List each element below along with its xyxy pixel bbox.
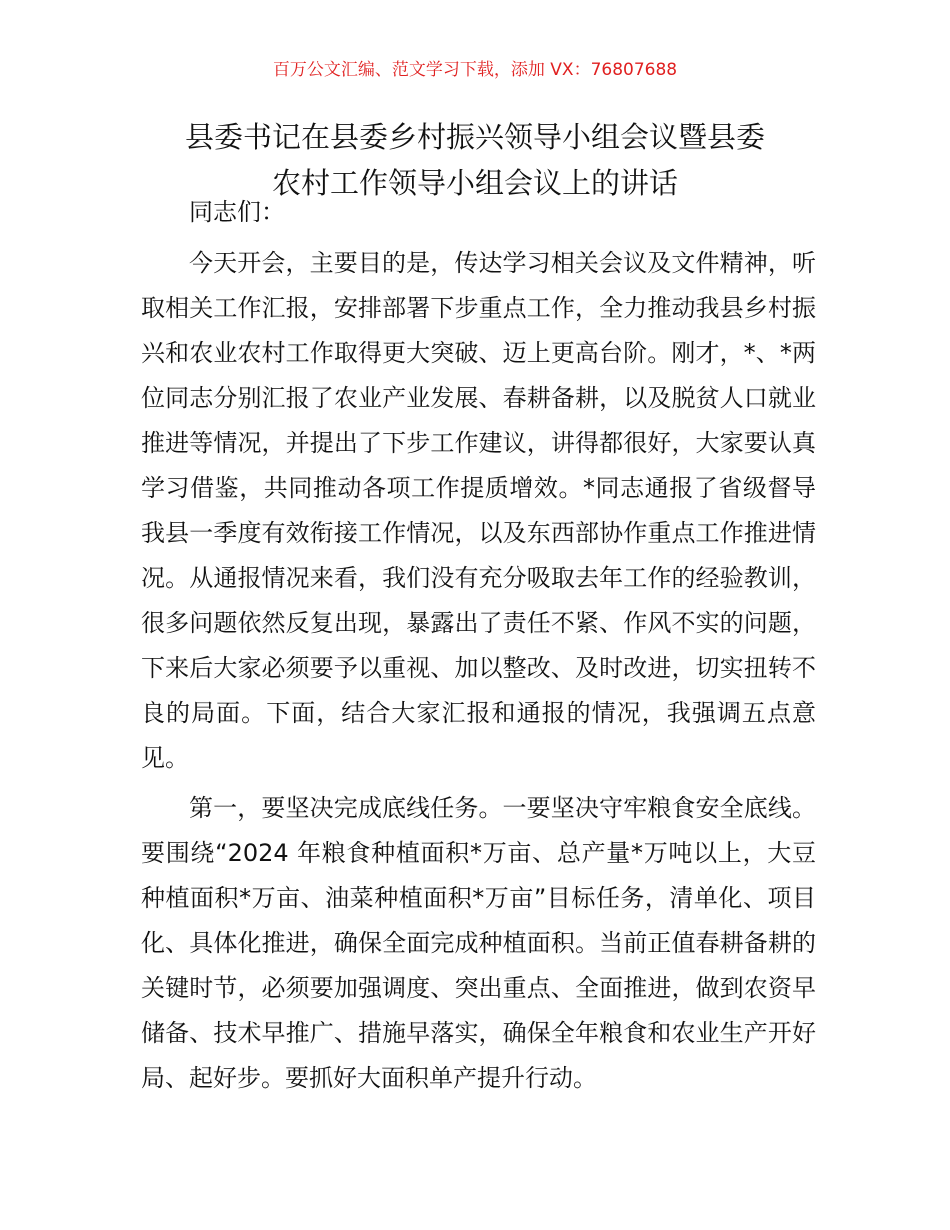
title-line-1: 县委书记在县委乡村振兴领导小组会议暨县委 (184, 120, 765, 154)
watermark-header: 百万公文汇编、范文学习下载，添加 VX：76807688 (272, 60, 678, 80)
title-line-2: 农村工作领导小组会议上的讲话 (271, 166, 678, 200)
document-body (141, 190, 816, 1101)
paragraph-1: 今天开会，主要目的是，传达学习相关会议及文件精神，听取相关工作汇报，安排部署下步重点工作，全力推动我县乡村振兴和农业农村工作取得更大突破、迈上更高台阶。刚才，*、*两位同志分别汇报了农业产业发展、春耕备耕，以及脱贫人口就业推进等情况，并提出了下步工作建议，讲得都很好，大家要认真学习借鉴，共同推动各项工作提质增效。*同志通报了省级督导我县一季度有效衔接工作情况，以及东西部协作重点工作推进情况。从通报情况来看，我们没有充分吸取去年工作的经验教训，很多问题依然反复出现，暴露出了责任不紧、作风不实的问题，下来后大家必须要予以重视、加以整改、及时改进，切实扭转不良的局面。下面，结合大家汇报和通报的情况，我强调五点意见。 (141, 249, 816, 772)
salutation: 同志们： (189, 198, 285, 226)
paragraph-2: 第一，要坚决完成底线任务。一要坚决守牢粮食安全底线。要围绕“2024 年粮食种植面积*万亩、总产量*万吨以上，大豆种植面积*万亩、油菜种植面积*万亩”目标任务，清单化、项目化、具体化推进，确保全面完成种植面积。当前正值春耕备耕的关键时节，必须要加强调度、突出重点、全面推进，做到农资早储备、技术早推广、措施早落实，确保全年粮食和农业生产开好局、起好步。要抓好大面积单产提升行动。 (141, 794, 816, 1092)
